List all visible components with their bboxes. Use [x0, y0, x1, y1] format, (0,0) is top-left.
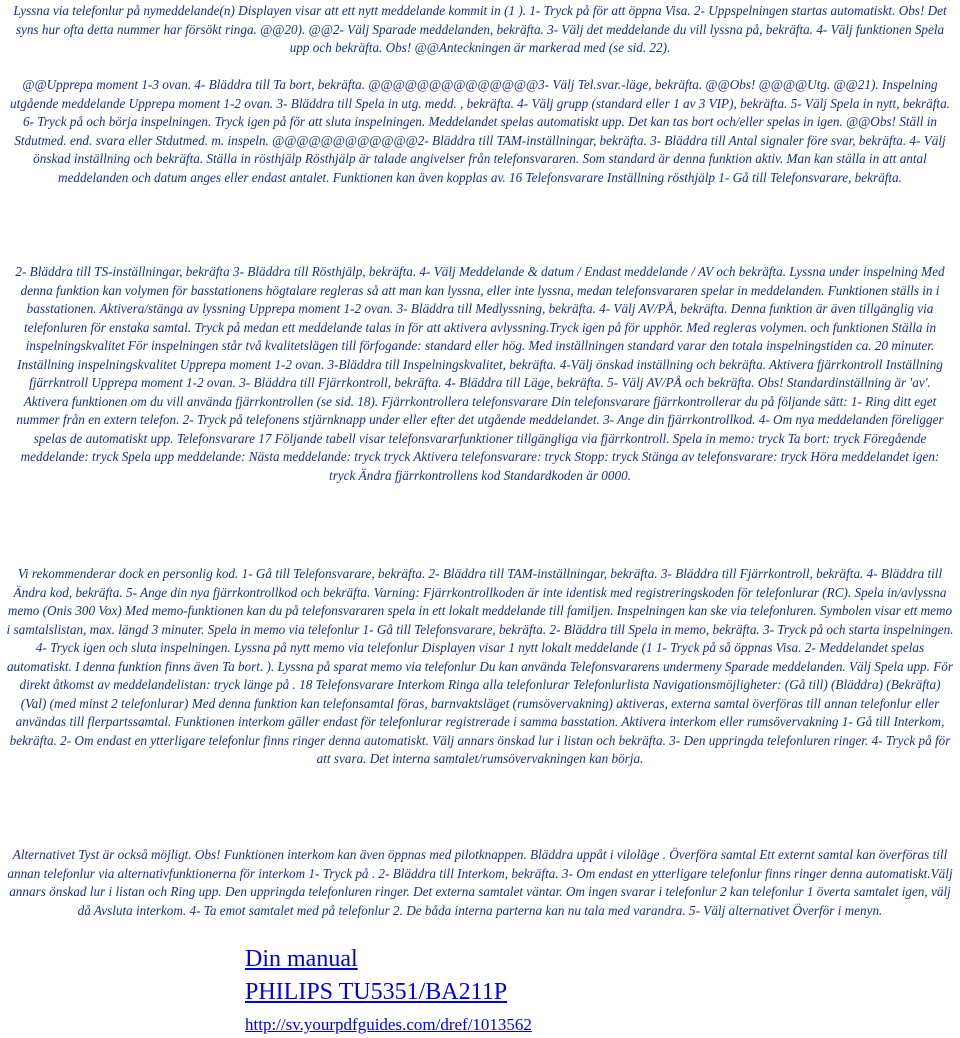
- product-link[interactable]: PHILIPS TU5351/BA211P: [245, 979, 508, 1005]
- paragraph-memo-intercom: Vi rekommenderar dock en personlig kod. 1- Gå till Telefonsvarare, bekräfta. 2- Bläddra till TAM-inställningar, bekräfta. 3- Bläddra till Fjärrkontroll, bekräfta. 4- Bläddra till Ändra kod, bekräfta. 5- Ange din nya fjärrkontrollkod och bekräfta. Varning: Fjärrkontrollkoden är inte identisk med registreringskoden för telefonlurar (RC). Spela in/avlyssna memo (Onis 300 Vox) Med memo-funktionen kan du på telefonsvararen spela in ett lokalt meddelande till familjen. Inspelningen kan ske via telefonluren. Symbolen visar ett memo i samtalslistan, max. längd 3 minuter. Spela in memo via telefonlur 1- Gå till Telefonsvarare, bekräfta. 2- Bläddra till Spela in memo, bekräfta. 3- Tryck på och starta inspelningen. 4- Tryck igen och sluta inspelningen. Lyssna på nytt memo via telefonlur Displayen visar 1 nytt lokalt meddelande (1 1- Tryck på så öppnas Visa. 2- Meddelandet spelas automatiskt. I denna funktion finns även Ta bort. ). Lyssna på sparat memo via telefonlur Du kan använda Telefonsvararens undermeny Sparade meddelanden. Välj Spela upp. För direkt åtkomst av meddelandelistan: tryck länge på . 18 Telefonsvarare Interkom Ringa alla telefonlurar Telefonlurlista Navigationsmöjligheter: (Gå till) (Bläddra) (Bekräfta) (Val) (med minst 2 telefonlurar) Med denna funktion kan telefonsamtal föras, barnvaktsläget (rumsövervakning) aktiveras, externa samtal överföras till annan telefonlur eller användas till flerpartssamtal. Funktionen interkom gäller endast för telefonlurar registrerade i samma basstation. Aktivera interkom eller rumsövervakning 1- Gå till Interkom, bekräfta. 2- Om endast en ytterligare telefonlur finns ringer denna automatiskt. Välj annars önskad lur i listan och bekräfta. 3- Den uppringda telefonluren ringer. 4- Tryck på för att svara. Det interna samtalet/rumsövervakningen kan börja.: [6, 566, 954, 766]
- manual-link[interactable]: Din manual: [245, 946, 358, 972]
- manual-link-block: [245, 944, 665, 1036]
- url-link[interactable]: http://sv.yourpdfguides.com/dref/1013562: [245, 1015, 532, 1034]
- paragraph-listen-new-messages: Lyssna via telefonlur på nymeddelande(n) Displayen visar att ett nytt meddelande kommit in (1 ). 1- Tryck på för att öppna Visa. 2- Uppspelningen startas automatiskt. Obs! Det syns hur ofta detta nummer har försökt ringa. @@20). @@2- Välj Sparade meddelanden, bekräfta. 3- Välj det meddelande du vill lyssna på, bekräfta. 4- Välj funktionen Spela upp och bekräfta. Obs! @@Anteckningen är markerad med (se sid. 22).: [13, 3, 947, 55]
- paragraph-transfer-call: Alternativet Tyst är också möjligt. Obs! Funktionen interkom kan även öppnas med pilotknappen. Bläddra uppåt i viloläge . Överföra samtal Ett externt samtal kan överföras till annan telefonlur via alternativfunktionerna för interkom 1- Tryck på . 2- Bläddra till Interkom, bekräfta. 3- Om endast en ytterligare telefonlur finns ringer denna automatiskt.Välj annars önskad lur i listan och Ring upp. Den uppringda telefonluren ringer. Det externa samtalet väntar. Om ingen svarar i telefonlur 2 kan telefonlur 1 överta samtalet igen, välj då Avsluta interkom. 4- Ta emot samtalet med på telefonlur 2. De båda interna parterna kan nu tala med varandra. 5- Välj alternativet Överför i menyn.: [7, 847, 953, 918]
- paragraph-voice-and-remote: 2- Bläddra till TS-inställningar, bekräfta 3- Bläddra till Rösthjälp, bekräfta. 4- Välj Meddelande & datum / Endast meddelande / AV och bekräfta. Lyssna under inspelning Med denna funktion kan volymen för basstationens högtalare regleras så att man kan lyssna, eller inte lyssna, medan telefonsvararen spelar in meddelanden. Funktionen ställs in i basstationen. Aktivera/stänga av lyssning Upprepa moment 1-2 ovan. 3- Bläddra till Medlyssning, bekräfta. 4- Välj AV/PÅ, bekräfta. Denna funktion är även tillgänglig via telefonluren för enstaka samtal. Tryck på medan ett meddelande talas in för att aktivera avlyssning.Tryck igen på för upphör. Med regleras volymen. och funktionen Ställa in inspelningskvalitet För inspelningen står två kvalitetslägen till förfogande: standard eller hög. Med inställningen standard varar den totala inspelningstiden ca. 20 minuter. Inställning inspelningskvalitet Upprepa moment 1-2 ovan. 3-Bläddra till Inspelningskvalitet, bekräfta. 4-Välj önskad inställning och bekräfta. Aktivera fjärrkontroll Inställning fjärrkntroll Upprepa moment 1-2 ovan. 3- Bläddra till Fjärrkontroll, bekräfta. 4- Bläddra till Läge, bekräfta. 5- Välj AV/PÅ och bekräfta. Obs! Standardinställning är 'av'. Aktivera funktionen om du vill använda fjärrkontrollen (se sid. 18). Fjärrkontrollera telefonsvarare Din telefonsvarare fjärrkontrollerar du på följande sätt: 1- Ring ditt eget nummer från en extern telefon. 2- Tryck på telefonens stjärnknapp under eller efter det utgående meddelandet. 3- Ange din fjärrkontrollkod. 4- Om nya meddelanden föreligger spelas de automatiskt upp. Telefonsvarare 17 Följande tabell visar telefonsvararfunktioner tillgängliga via fjärrkontroll. Spela in memo: tryck Ta bort: tryck Föregående meddelande: tryck Spela upp meddelande: Nästa meddelande: tryck tryck Aktivera telefonsvarare: tryck Stopp: tryck Stänga av telefonsvarare: tryck Höra meddelandet igen: tryck Ändra fjärrkontrollens kod Standardkoden är 0000.: [15, 264, 945, 483]
- paragraph-outgoing-message: @@Upprepa moment 1-3 ovan. 4- Bläddra till Ta bort, bekräfta. @@@@@@@@@@@@@@3- Välj Tel.svar.-läge, bekräfta. @@Obs! @@@@Utg. @@21). Inspelning utgående meddelande Upprepa moment 1-2 ovan. 3- Bläddra till Spela in utg. medd. , bekräfta. 4- Välj grupp (standard eller 1 av 3 VIP), bekräfta. 5- Välj Spela in nytt, bekräfta. 6- Tryck på och börja inspelningen. Tryck igen på för att sluta inspelningen. Meddelandet spelas automatiskt upp. Det kan tas bort och/eller spelas in igen. @@Obs! Ställ in Stdutmed. end. svara eller Stdutmed. m. inspeln. @@@@@@@@@@@@2- Bläddra till TAM-inställningar, bekräfta. 3- Bläddra till Antal signaler före svar, bekräfta. 4- Välj önskad inställning och bekräfta. Ställa in rösthjälp Rösthjälp är talade angivelser från telefonsvararen. Som standard är denna funktion aktiv. Man kan ställa in att antal meddelanden och datum anges eller endast antalet. Funktionen kan även kopplas av. 16 Telefonsvarare Inställning rösthjälp 1- Gå till Telefonsvarare, bekräfta.: [10, 77, 950, 185]
